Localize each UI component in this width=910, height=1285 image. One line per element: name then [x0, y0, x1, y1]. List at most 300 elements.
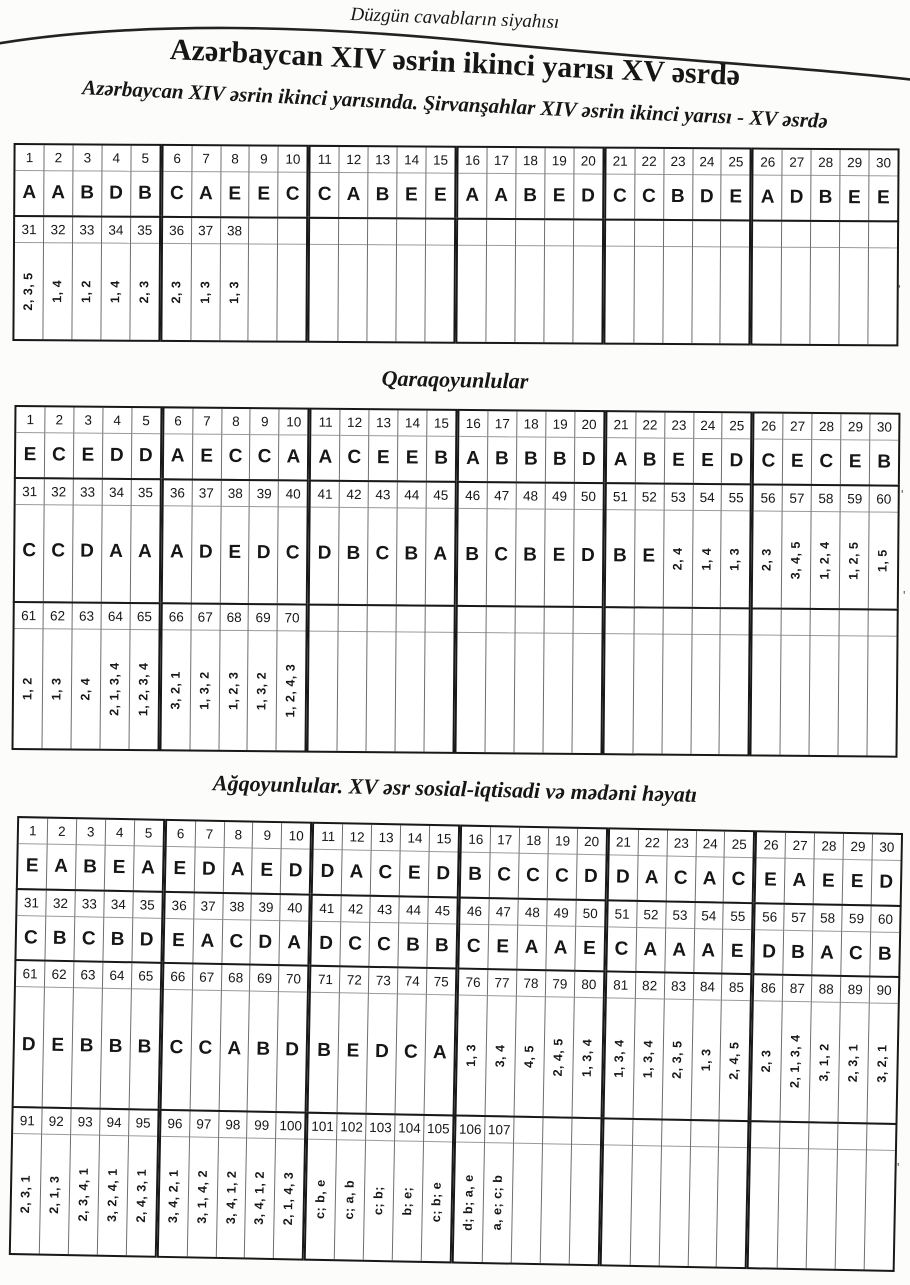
cell-number: [458, 606, 486, 632]
table-cell: [458, 482, 488, 605]
cell-number: 39: [250, 481, 278, 507]
cell-number: 2: [45, 407, 73, 433]
cell-answer: E: [642, 545, 656, 567]
cell-answer: A: [819, 941, 834, 963]
cell-number: [634, 608, 662, 634]
cell-answer: A: [169, 541, 184, 563]
table-cell: [782, 485, 812, 608]
cell-number: 103: [366, 1114, 394, 1141]
cell-number: 49: [547, 899, 575, 926]
table-block: [605, 410, 753, 485]
cell-answer: E: [376, 447, 390, 469]
table-cell: [248, 965, 280, 1111]
cell-number: [753, 609, 781, 635]
table-cell: [811, 150, 840, 220]
table-cell: [76, 819, 106, 890]
cell-answer: C: [198, 1036, 213, 1058]
cell-number: 31: [16, 479, 44, 505]
cell-answer: A: [227, 1037, 242, 1059]
cell-answer: A: [349, 860, 364, 883]
cell-number: 13: [372, 824, 400, 851]
cell-number: 3: [77, 819, 105, 846]
cell-answer: 2, 4: [670, 547, 685, 571]
cell-number: 28: [815, 833, 843, 860]
cell-number: [633, 1119, 661, 1146]
cell-answer: B: [670, 186, 685, 208]
cell-answer: B: [642, 449, 657, 471]
table-cell: [399, 896, 429, 967]
cell-number: 5: [132, 408, 160, 434]
cell-number: 8: [224, 822, 252, 849]
table-cell: [634, 484, 664, 607]
cell-answer: D: [583, 865, 598, 887]
cell-answer: d; b; a, e: [460, 1172, 476, 1230]
table-block: [606, 827, 755, 904]
cell-answer: C: [673, 867, 688, 889]
cell-answer: D: [258, 930, 273, 952]
table-cell: [398, 410, 428, 480]
cell-answer: B: [404, 543, 419, 565]
cell-number: 43: [370, 896, 398, 923]
cell-answer: C: [22, 539, 37, 561]
cell-number: 35: [133, 891, 161, 918]
cell-answer: [752, 635, 781, 750]
table-cell: [397, 482, 427, 605]
cell-number: 99: [248, 1112, 276, 1139]
cell-number: 74: [398, 968, 426, 995]
cell-answer: B: [434, 447, 449, 469]
cell-answer: 2, 4, 5: [550, 1037, 566, 1076]
cell-number: 8: [221, 146, 249, 172]
cell-answer: D: [580, 544, 595, 566]
cell-number: 12: [343, 824, 371, 851]
cell-answer: B: [612, 544, 627, 567]
table-cell: [100, 962, 132, 1108]
table-cell: [250, 409, 280, 479]
page-title: Azərbaycan XIV əsrin ikinci yarısı XV əsrdə: [169, 33, 741, 92]
cell-number: 5: [134, 820, 162, 847]
scan-speck: ': [901, 487, 904, 502]
cell-answer: D: [320, 860, 335, 882]
cell-number: 22: [636, 412, 664, 438]
cell-answer: E: [672, 449, 686, 471]
table-cell: [691, 608, 721, 753]
table-cell: [485, 607, 515, 752]
table-cell: [132, 891, 161, 962]
cell-answer: A: [200, 929, 215, 951]
table-cell: [162, 217, 192, 340]
cell-answer: C: [285, 542, 300, 564]
cell-number: 25: [722, 149, 750, 175]
table-cell: [724, 831, 753, 902]
cell-answer: [865, 1149, 895, 1265]
table-cell: [191, 218, 221, 341]
cell-answer: 1, 2: [20, 676, 35, 700]
cell-number: [604, 1118, 632, 1145]
cell-number: [751, 1121, 779, 1148]
cell-number: 7: [193, 409, 221, 435]
cell-answer: [309, 631, 338, 746]
cell-number: 90: [870, 977, 898, 1004]
table-cell: [490, 827, 520, 898]
table-cell: [457, 969, 489, 1115]
table-cell: [277, 966, 308, 1112]
cell-number: 75: [427, 968, 455, 995]
cell-number: 86: [754, 975, 782, 1002]
table-cell: [663, 220, 693, 343]
cell-answer: E: [405, 447, 419, 469]
table-cell: [488, 898, 518, 969]
cell-answer: [515, 246, 544, 339]
table-cell: [250, 146, 279, 216]
cell-answer: B: [552, 448, 567, 470]
table-cell: [548, 828, 578, 899]
table-cell: [601, 1118, 633, 1264]
cell-answer: E: [112, 856, 126, 878]
cell-answer: C: [613, 185, 627, 207]
table-cell: [313, 823, 343, 894]
table-cell: [397, 219, 427, 342]
cell-answer: [717, 1147, 747, 1263]
cell-number: [635, 220, 663, 246]
cell-number: 95: [129, 1109, 157, 1136]
cell-number: 68: [221, 964, 249, 991]
cell-answer: E: [848, 187, 861, 209]
table-cell: [393, 1114, 425, 1260]
cell-answer: A: [465, 184, 480, 206]
cell-answer: [691, 634, 720, 749]
table-cell: [840, 150, 869, 220]
cell-number: 32: [46, 890, 74, 917]
cell-answer: E: [51, 1033, 65, 1055]
cell-answer: 2, 3: [759, 1048, 774, 1073]
cell-number: 67: [193, 964, 221, 991]
table-block: [454, 604, 603, 754]
table-block: [160, 478, 309, 606]
table-block: [604, 147, 752, 222]
cell-number: 53: [664, 484, 692, 510]
table-cell: [630, 1119, 662, 1265]
cell-answer: E: [790, 450, 804, 472]
cell-number: 50: [574, 483, 602, 509]
table-cell: [573, 220, 602, 343]
table-cell: [693, 149, 722, 219]
table-cell: [335, 1113, 367, 1259]
cell-answer: 1, 3: [727, 547, 743, 571]
table-cell: [575, 412, 604, 482]
cell-number: 20: [577, 828, 605, 855]
cell-number: 21: [606, 149, 634, 175]
cell-answer: [869, 248, 901, 341]
table-block: [161, 144, 309, 219]
table-cell: [72, 217, 102, 340]
table-cell: [752, 609, 782, 754]
table-cell: [813, 904, 843, 975]
table-block: [750, 607, 899, 757]
cell-answer: 3, 1, 4, 2: [194, 1169, 210, 1224]
cell-answer: A: [613, 449, 628, 471]
cell-number: 8: [222, 409, 250, 435]
table-block: [11, 600, 160, 750]
cell-answer: 2, 3, 5: [21, 271, 36, 311]
table-cell: [45, 407, 75, 477]
cell-number: 9: [253, 822, 281, 849]
table-cell: [839, 976, 871, 1122]
table-cell: [16, 407, 46, 477]
cell-answer: E: [405, 184, 418, 206]
table-cell: [15, 145, 44, 215]
table-cell: [221, 146, 250, 216]
table-cell: [103, 408, 133, 478]
cell-number: [514, 1117, 542, 1144]
table-cell: [425, 219, 454, 342]
cell-number: 20: [574, 148, 602, 174]
cell-number: 46: [460, 898, 488, 925]
cell-number: 30: [870, 414, 898, 440]
cell-number: 73: [369, 967, 397, 994]
cell-number: 42: [342, 895, 370, 922]
table-cell: [425, 968, 456, 1114]
table-cell: [280, 894, 309, 965]
table-cell: [427, 897, 456, 968]
cell-number: 36: [163, 480, 191, 506]
cell-answer: 3, 1, 2: [816, 1042, 832, 1081]
cell-answer: C: [170, 182, 184, 205]
cell-answer: B: [110, 927, 125, 950]
cell-answer: c; b;: [371, 1184, 386, 1215]
table-cell: [865, 1123, 896, 1269]
cell-answer: A: [140, 856, 156, 879]
cell-answer: 3, 4, 2, 1: [165, 1168, 181, 1223]
cell-number: 6: [163, 146, 191, 172]
cell-number: 68: [220, 604, 248, 630]
cell-answer: [811, 247, 840, 340]
table-cell: [634, 220, 664, 343]
table-cell: [310, 481, 340, 604]
table-block: [162, 890, 311, 967]
table-block: [459, 824, 608, 901]
cell-number: 107: [485, 1116, 513, 1143]
cell-answer: E: [257, 183, 271, 205]
cell-number: 18: [519, 827, 547, 854]
cell-number: 37: [192, 218, 220, 244]
table-cell: [161, 604, 191, 749]
cell-answer: 1, 3: [197, 280, 212, 304]
table-cell: [487, 148, 516, 218]
table-cell: [190, 964, 222, 1110]
cell-number: 38: [223, 893, 251, 920]
cell-answer: C: [229, 930, 244, 952]
table-cell: [517, 899, 547, 970]
table-block: [456, 480, 605, 608]
cell-number: 58: [813, 904, 841, 931]
table-cell: [134, 820, 163, 891]
cell-number: [458, 219, 486, 245]
scan-speck: ': [897, 1160, 900, 1175]
cell-number: [811, 221, 839, 247]
table-block: [308, 479, 457, 607]
cell-answer: [778, 1148, 808, 1264]
cell-number: 12: [341, 410, 369, 436]
cell-answer: C: [525, 864, 541, 886]
cell-answer: B: [137, 1035, 152, 1057]
table-cell: [605, 220, 635, 343]
table-cell: [664, 413, 694, 483]
table-cell: [457, 606, 487, 751]
table-cell: [161, 963, 193, 1109]
table-cell: [841, 414, 871, 484]
table-cell: [339, 147, 368, 217]
table-cell: [14, 961, 46, 1107]
table-cell: [454, 1116, 486, 1262]
cell-number: [719, 1121, 747, 1148]
cell-answer: b; e;: [400, 1185, 415, 1215]
table-cell: [665, 902, 695, 973]
cell-answer: E: [407, 862, 421, 884]
cell-answer: E: [730, 939, 744, 962]
cell-number: 11: [311, 147, 339, 173]
table-cell: [102, 479, 132, 602]
table-block: [753, 901, 902, 978]
table-cell: [662, 973, 694, 1119]
cell-number: 41: [313, 895, 341, 922]
cell-number: 6: [164, 408, 192, 434]
cell-answer: C: [51, 540, 66, 562]
cell-number: 34: [104, 891, 132, 918]
cell-number: 65: [130, 604, 158, 630]
cell-answer: A: [198, 183, 213, 205]
table-cell: [339, 218, 369, 341]
cell-answer: [543, 633, 572, 748]
table-cell: [870, 414, 899, 484]
cell-number: 32: [44, 217, 72, 243]
cell-answer: c; b, e: [313, 1178, 329, 1219]
cell-number: 53: [666, 902, 694, 929]
cell-answer: 2, 3, 1: [845, 1042, 861, 1082]
table-cell: [42, 603, 72, 748]
cell-answer: [836, 1149, 866, 1265]
table-cell: [459, 411, 489, 481]
cell-number: 13: [369, 410, 397, 436]
cell-answer: [278, 244, 307, 337]
cell-answer: A: [230, 858, 245, 880]
cell-answer: [425, 632, 454, 747]
cell-number: 19: [548, 828, 576, 855]
table-block: [16, 816, 165, 893]
cell-answer: D: [789, 186, 804, 208]
table-cell: [371, 824, 401, 895]
cell-answer: E: [552, 185, 566, 207]
table-cell: [606, 149, 635, 219]
table-cell: [165, 820, 195, 891]
cell-answer: [663, 246, 692, 339]
cell-answer: [781, 635, 810, 750]
cell-answer: 2, 1, 3, 4: [107, 662, 122, 716]
cell-number: [721, 221, 749, 247]
cell-number: 59: [842, 905, 870, 932]
table-cell: [868, 610, 897, 755]
cell-number: 72: [340, 967, 368, 994]
cell-answer: [249, 244, 278, 337]
section-title: Ağqoyunlular. XV əsr sosial-iqtisadi və mədəni həyatı: [212, 769, 698, 807]
scan-speck: ': [903, 588, 906, 603]
cell-answer: C: [285, 183, 300, 205]
table-cell: [251, 894, 281, 965]
table-cell: [807, 1122, 839, 1268]
table-cell: [311, 147, 340, 217]
cell-answer: C: [81, 927, 96, 949]
table-cell: [367, 606, 397, 751]
cell-number: 9: [250, 146, 278, 172]
cell-answer: E: [848, 451, 862, 473]
cell-number: [487, 219, 515, 245]
cell-number: 45: [427, 482, 455, 508]
cell-answer: D: [139, 928, 154, 950]
table-block: [751, 483, 900, 611]
table-cell: [514, 607, 544, 752]
cell-answer: 2, 3: [136, 280, 151, 304]
cell-number: [310, 218, 338, 244]
table-block: [14, 405, 162, 480]
table-row: [9, 1105, 898, 1271]
table-cell: [14, 603, 44, 748]
table-cell: [252, 822, 282, 893]
table-cell: [515, 220, 545, 343]
table-cell: [43, 217, 73, 340]
cell-number: 39: [252, 894, 280, 921]
table-cell: [785, 832, 815, 903]
table-row: [14, 405, 901, 487]
cell-answer: B: [405, 933, 420, 955]
cell-answer: D: [21, 1033, 36, 1055]
cell-number: 76: [459, 969, 487, 996]
table-cell: [15, 479, 45, 602]
cell-answer: B: [83, 855, 98, 878]
cell-number: 69: [249, 605, 277, 631]
cell-answer: 1, 3, 4: [579, 1037, 595, 1077]
table-block: [13, 143, 161, 218]
table-cell: [692, 484, 722, 607]
table-cell: [811, 221, 841, 344]
cell-number: 24: [694, 413, 722, 439]
cell-number: [426, 606, 454, 632]
table-block: [13, 477, 162, 605]
table-block: [14, 887, 163, 964]
cell-number: [426, 219, 454, 245]
cell-answer: A: [109, 540, 123, 562]
cell-number: 28: [812, 150, 840, 176]
cell-number: 14: [401, 825, 429, 852]
cell-number: 27: [783, 150, 811, 176]
cell-answer: 1, 3: [698, 1047, 713, 1071]
cell-number: 84: [693, 974, 721, 1001]
table-cell: [633, 608, 663, 753]
table-cell: [691, 974, 723, 1120]
table-cell: [311, 410, 341, 480]
table-cell: [341, 895, 371, 966]
cell-number: [339, 605, 367, 631]
cell-number: 81: [607, 972, 635, 999]
cell-number: 60: [871, 905, 899, 932]
table-cell: [720, 609, 749, 754]
cell-answer: E: [433, 184, 447, 206]
cell-number: 34: [102, 479, 130, 505]
table-cell: [872, 834, 901, 905]
cell-number: [515, 607, 543, 633]
cell-answer: 2, 3: [168, 280, 183, 304]
table-cell: [281, 823, 310, 894]
table-cell: [543, 971, 575, 1117]
